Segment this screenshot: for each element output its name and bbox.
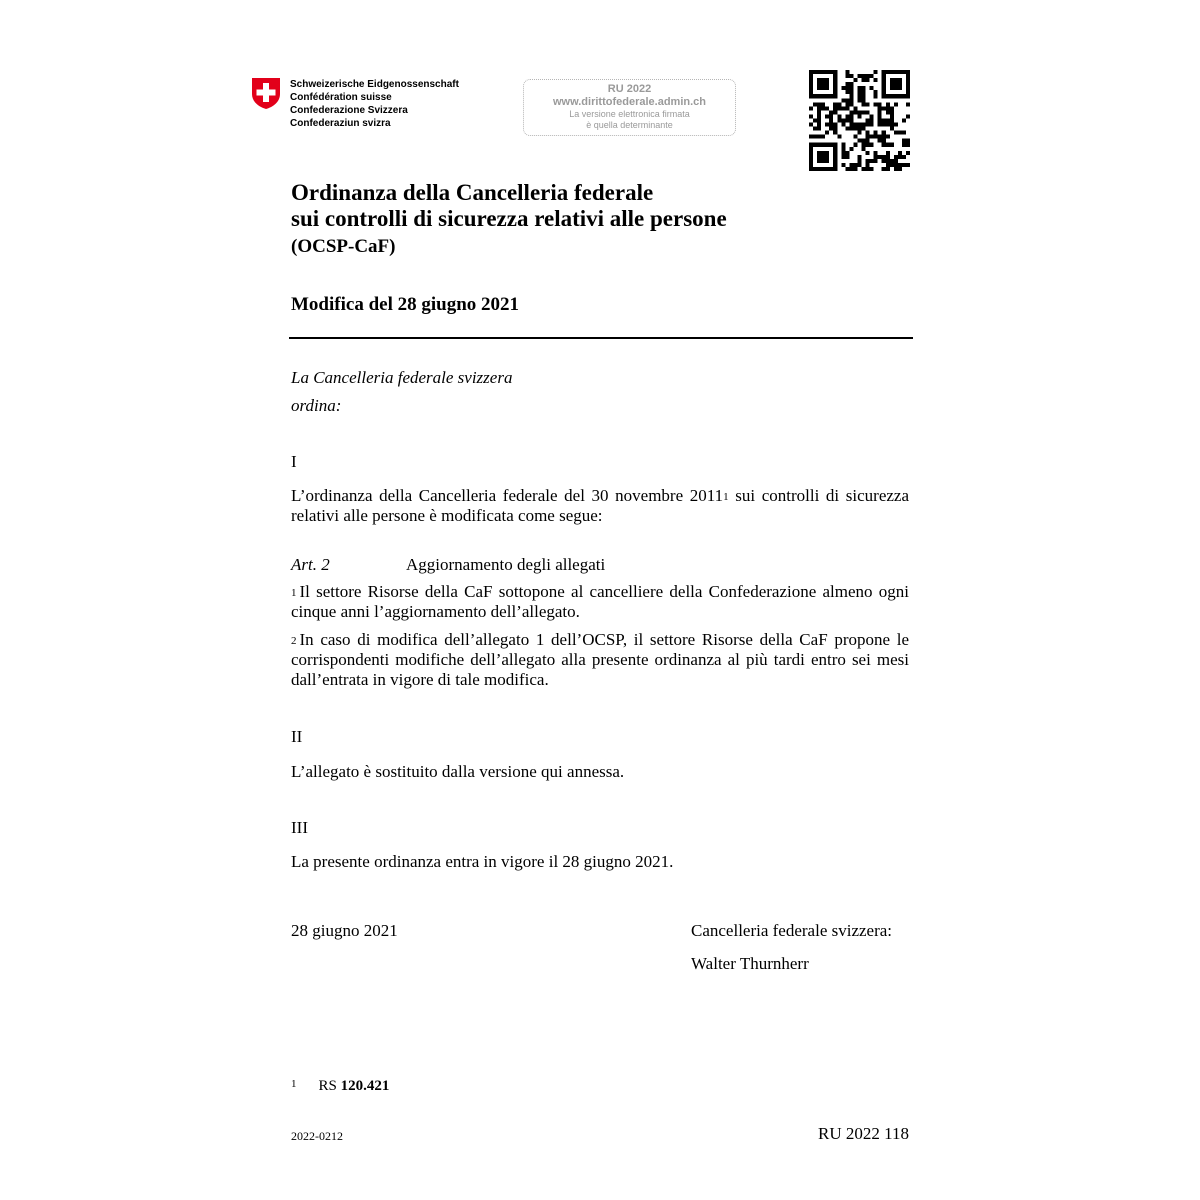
modification-date-heading: Modifica del 28 giugno 2021 xyxy=(291,294,520,315)
amendment-intro-text-cont: sui controlli di sicurezza relativi alle persone è modificata come segue: xyxy=(291,486,909,525)
article-number: Art. 2 xyxy=(291,555,330,574)
stamp-url[interactable]: www.dirittofederale.admin.ch xyxy=(552,96,706,108)
annex-replacement-paragraph: L’allegato è sostituito dalla versione qui annessa. xyxy=(291,762,625,781)
stamp-note-2: è quella determinante xyxy=(586,120,673,130)
paragraph-number: 2 xyxy=(291,635,297,647)
swiss-cross-icon xyxy=(251,77,281,110)
federation-name-fr: Confédération suisse xyxy=(290,92,392,103)
article-paragraph-2 xyxy=(291,630,909,690)
paragraph-text: Il settore Risorse della CaF sottopone al cancelliere della Confederazione almeno ogni cinque anni l’aggiornamento dell’allegato. xyxy=(291,582,909,621)
footnote-reference[interactable]: 1 xyxy=(723,491,729,503)
footnote-sr-number: 120.421 xyxy=(340,1078,390,1094)
paragraph-text: In caso di modifica dell’allegato 1 dell’OCSP, il settore Risorse della CaF propone le corrispondenti modifiche dell’allegato alla presente ordinanza al più tardi entro sei mesi dall’entrata in vigore di tale modifica. xyxy=(291,630,909,689)
footnote-number: 1 xyxy=(291,1078,297,1090)
federation-name-rm: Confederaziun svizra xyxy=(290,118,391,129)
signature-date: 28 giugno 2021 xyxy=(291,921,398,940)
stamp-collection: RU 2022 xyxy=(607,83,652,95)
federation-name-it: Confederazione Svizzera xyxy=(290,105,408,116)
section-heading-2: II xyxy=(291,727,303,746)
stamp-note-1: La versione elettronica firmata xyxy=(569,109,690,119)
title-line-2: sui controlli di sicurezza relativi alle persone xyxy=(291,206,727,231)
footnote xyxy=(291,1078,389,1095)
article-paragraph-1 xyxy=(291,582,909,622)
paragraph-number: 1 xyxy=(291,587,297,599)
qr-code-icon xyxy=(809,70,910,171)
signatory-name: Walter Thurnherr xyxy=(691,954,809,973)
title-line-1: Ordinanza della Cancelleria federale xyxy=(291,180,654,205)
amendment-intro-paragraph xyxy=(291,486,909,526)
document-title xyxy=(291,180,727,232)
article-title: Aggiornamento degli allegati xyxy=(406,555,606,574)
signing-authority: Cancelleria federale svizzera: xyxy=(691,921,893,940)
title-abbreviation: (OCSP-CaF) xyxy=(291,236,396,257)
section-heading-1: I xyxy=(291,452,297,471)
electronic-signature-stamp xyxy=(523,79,736,136)
section-heading-3: III xyxy=(291,818,308,837)
amendment-intro-text: L’ordinanza della Cancelleria federale del 30 novembre 2011 xyxy=(291,486,724,505)
title-divider xyxy=(289,337,913,339)
enacting-formula: ordina: xyxy=(291,396,342,415)
federation-names xyxy=(290,78,459,130)
official-compilation-reference: RU 2022 118 xyxy=(818,1124,909,1143)
footnote-prefix: RS xyxy=(318,1078,341,1094)
enacting-authority: La Cancelleria federale svizzera xyxy=(291,368,513,387)
federation-name-de: Schweizerische Eidgenossenschaft xyxy=(290,79,459,90)
document-id: 2022-0212 xyxy=(291,1129,343,1143)
entry-into-force-paragraph: La presente ordinanza entra in vigore il 28 giugno 2021. xyxy=(291,852,674,871)
